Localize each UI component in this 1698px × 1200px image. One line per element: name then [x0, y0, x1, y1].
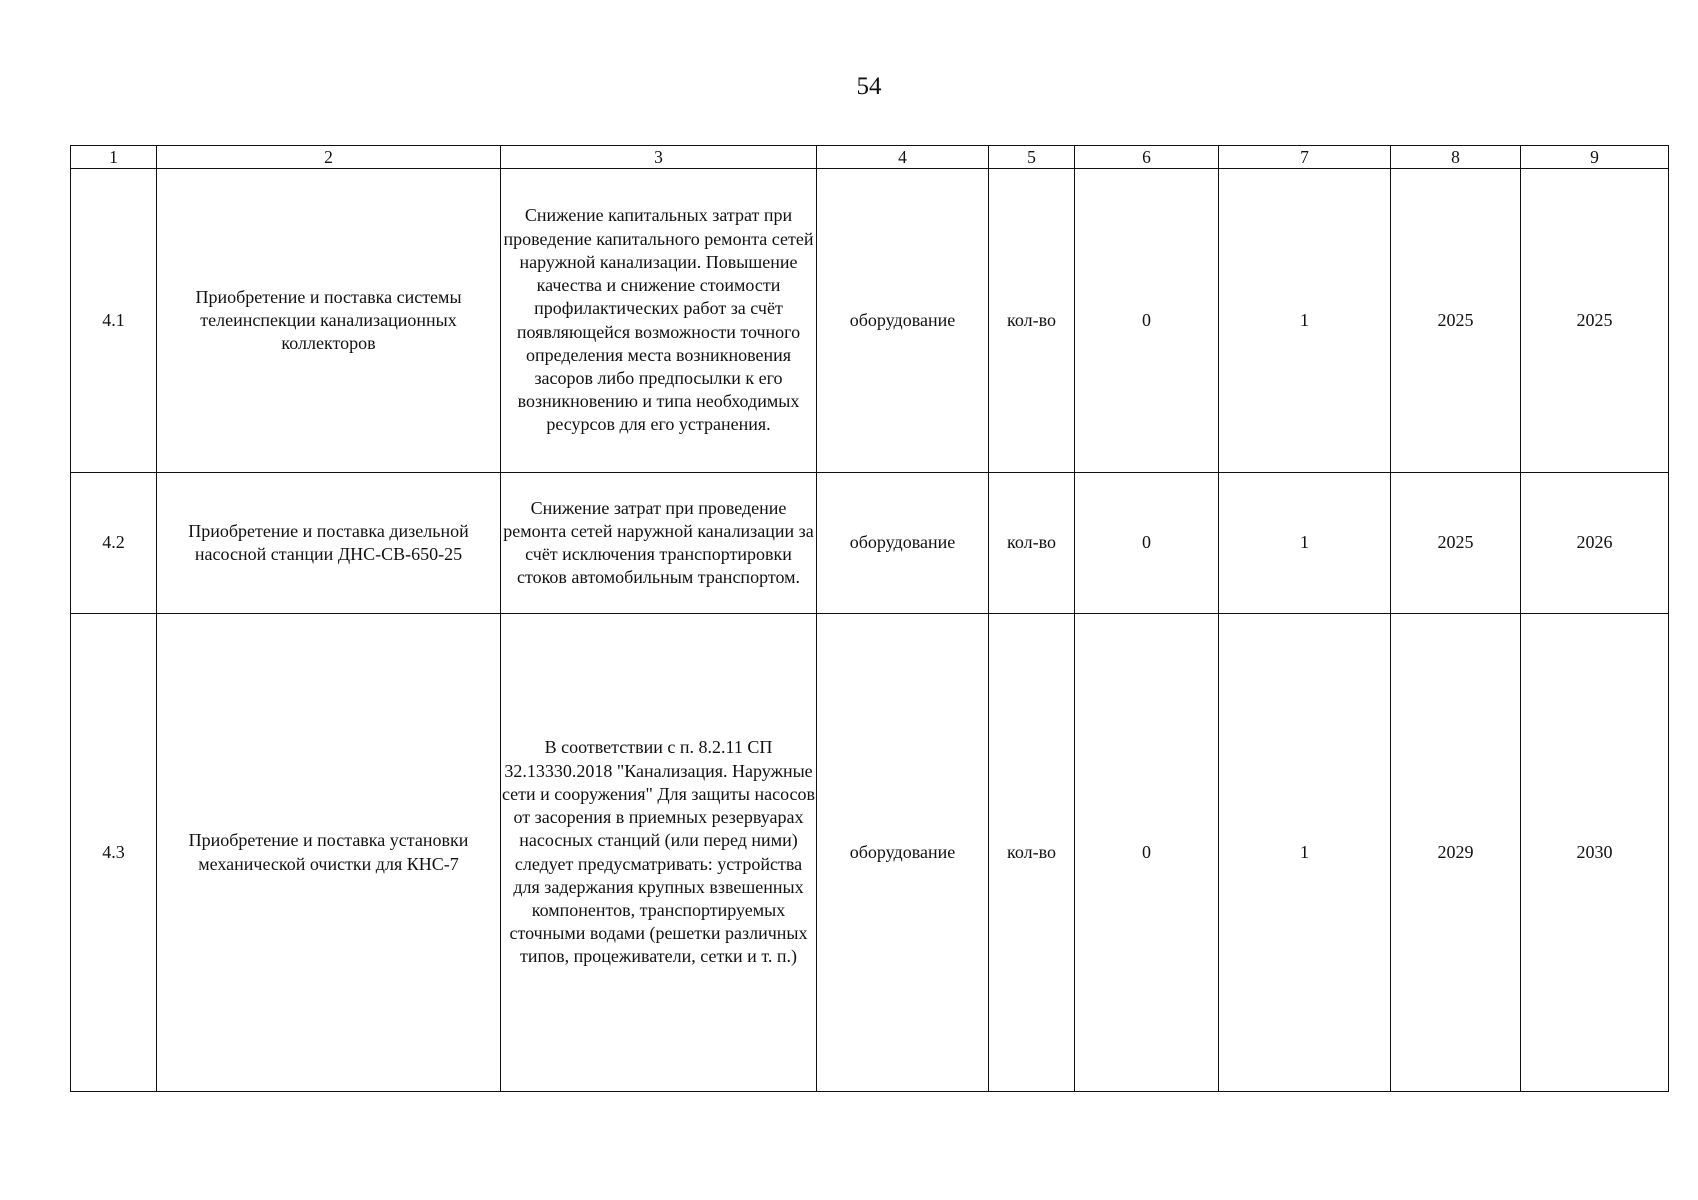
measure-description: В соответствии с п. 8.2.11 СП 32.13330.2018 "Канализация. Наружные сети и сооружения" Для защиты насосов от засорения в приемных резервуарах насосных станций (или перед ними) следует предусматривать: устройства для задержания крупных взвешенных компонентов, транспортируемых сточными водами (решетки различных типов, процеживатели, сетки и т. п.)	[501, 614, 817, 1092]
measure-name: Приобретение и поставка дизельной насосной станции ДНС-СВ-650-25	[157, 473, 501, 614]
column-header: 1	[71, 146, 157, 169]
year-start: 2025	[1391, 169, 1521, 473]
measure-type: оборудование	[817, 614, 989, 1092]
measure-description: Снижение затрат при проведение ремонта сетей наружной канализации за счёт исключения транспортировки стоков автомобильным транспортом.	[501, 473, 817, 614]
unit: кол-во	[989, 473, 1075, 614]
value-after: 1	[1219, 473, 1391, 614]
row-number: 4.1	[71, 169, 157, 473]
measure-type: оборудование	[817, 169, 989, 473]
table-row	[71, 169, 1669, 473]
column-header: 4	[817, 146, 989, 169]
column-header: 9	[1521, 146, 1669, 169]
value-after: 1	[1219, 614, 1391, 1092]
measure-name: Приобретение и поставка системы телеинспекции канализационных коллекторов	[157, 169, 501, 473]
table-row	[71, 614, 1669, 1092]
measures-table	[70, 145, 1669, 1092]
year-start: 2025	[1391, 473, 1521, 614]
unit: кол-во	[989, 169, 1075, 473]
measure-type: оборудование	[817, 473, 989, 614]
year-start: 2029	[1391, 614, 1521, 1092]
column-header: 3	[501, 146, 817, 169]
value-before: 0	[1075, 169, 1219, 473]
year-end: 2030	[1521, 614, 1669, 1092]
column-header: 5	[989, 146, 1075, 169]
measure-name: Приобретение и поставка установки механической очистки для КНС-7	[157, 614, 501, 1092]
column-header: 7	[1219, 146, 1391, 169]
column-header: 6	[1075, 146, 1219, 169]
value-after: 1	[1219, 169, 1391, 473]
row-number: 4.3	[71, 614, 157, 1092]
column-header: 2	[157, 146, 501, 169]
year-end: 2026	[1521, 473, 1669, 614]
table-row	[71, 473, 1669, 614]
year-end: 2025	[1521, 169, 1669, 473]
value-before: 0	[1075, 473, 1219, 614]
column-header: 8	[1391, 146, 1521, 169]
row-number: 4.2	[71, 473, 157, 614]
measure-description: Снижение капитальных затрат при проведение капитального ремонта сетей наружной канализации. Повышение качества и снижение стоимости профилактических работ за счёт появляющейся возможности точного определения места возникновения засоров либо предпосылки к его возникновению и типа необходимых ресурсов для его устранения.	[501, 169, 817, 473]
value-before: 0	[1075, 614, 1219, 1092]
page-number: 54	[856, 73, 882, 100]
unit: кол-во	[989, 614, 1075, 1092]
header-row	[71, 146, 1669, 169]
